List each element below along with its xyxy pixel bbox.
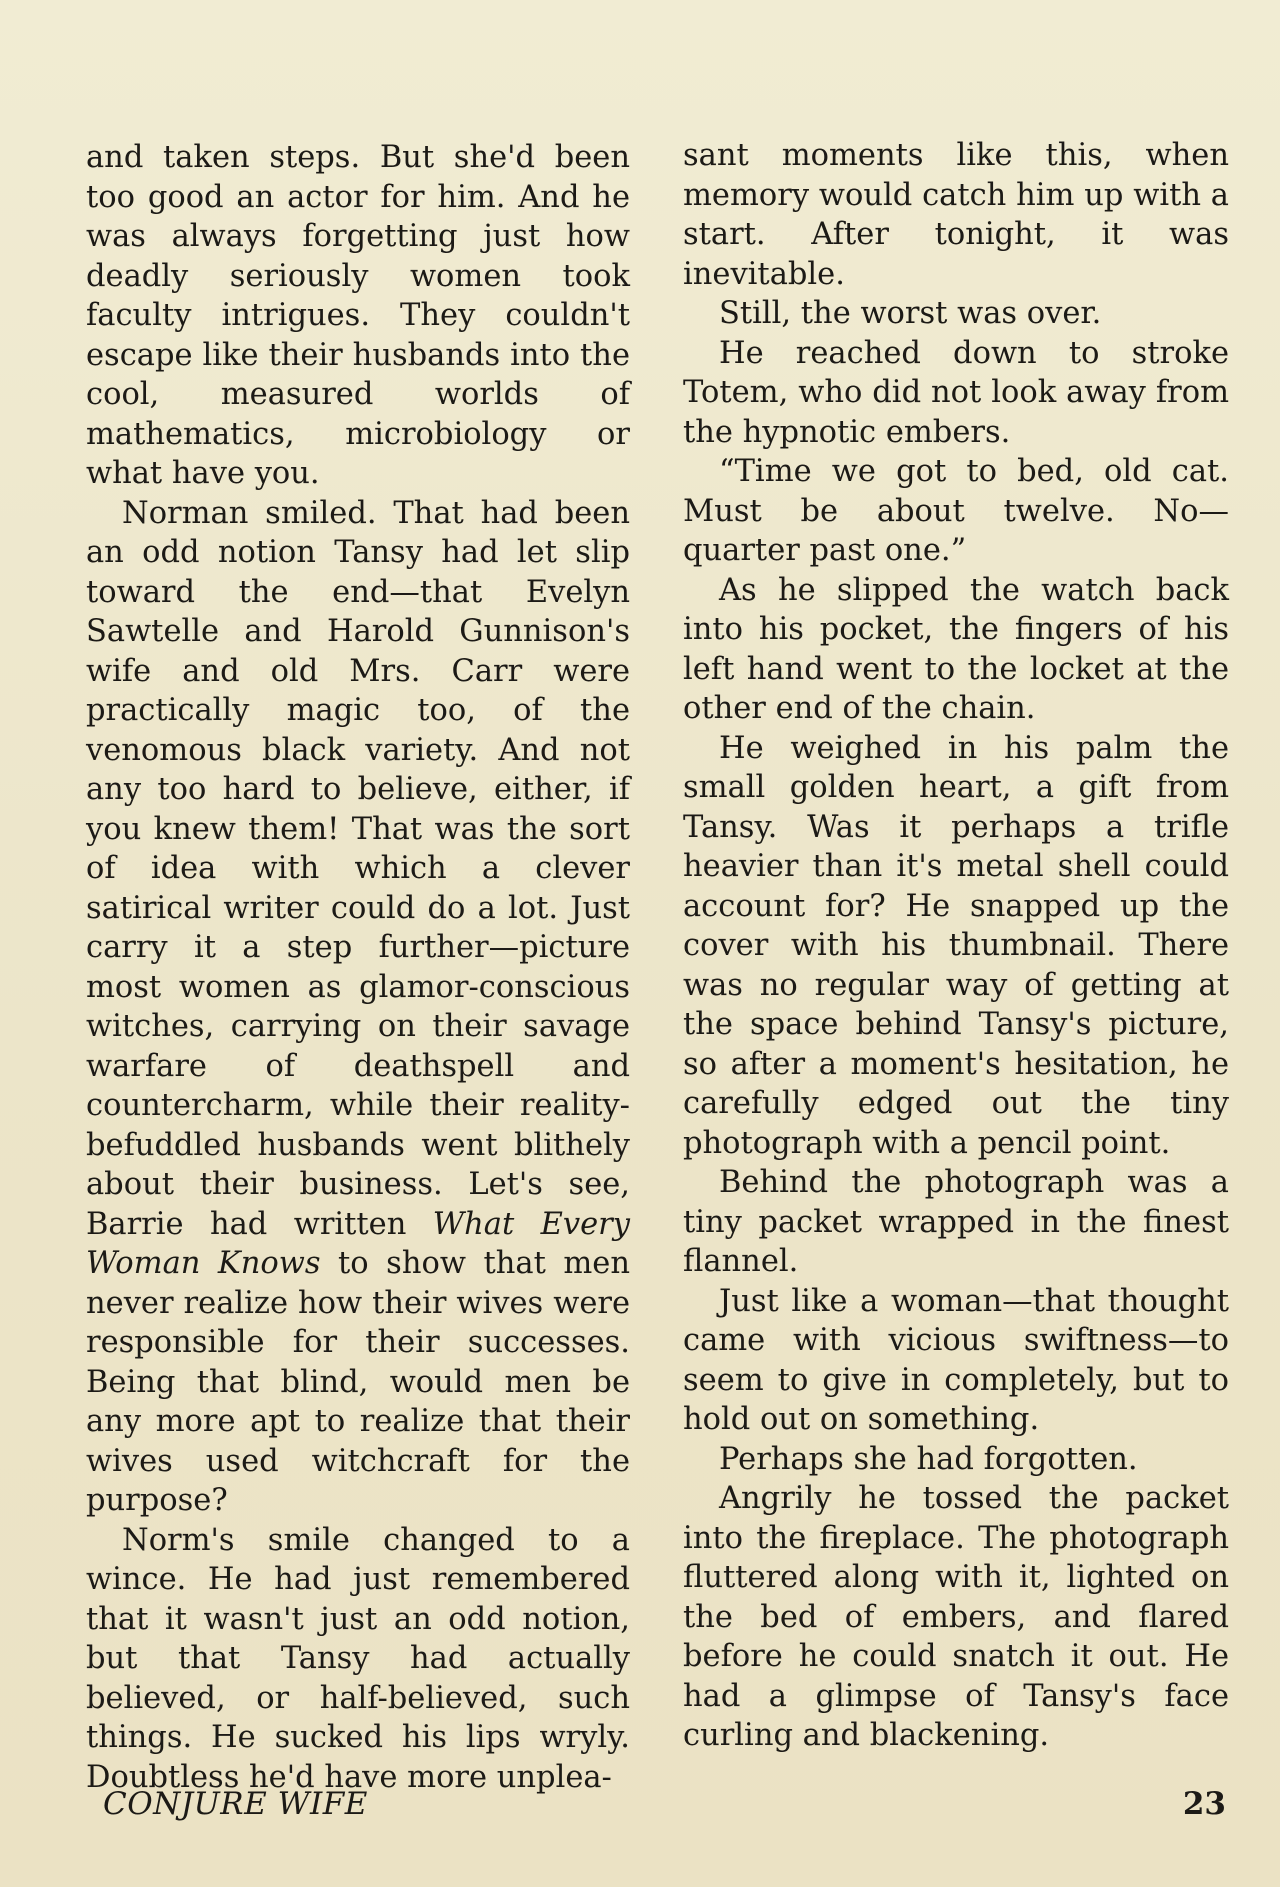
paragraph: He weighed in his palm the small golden heart, a gift from Tansy. Was it perhaps a trifle heavier than it's metal shell could account for? He snapped up the cover with his thumbnail. There was no regular way of getting at the space behind Tansy's picture, so after a moment's hesitation, he carefully edged out the tiny photograph with a pencil point.: [683, 730, 1229, 1161]
paragraph: Norm's smile changed to a wince. He had just remembered that it wasn't just an odd notion, but that Tansy had actually believed, or half-believed, such things. He sucked his lips wryly. Doubtless he'd have more unplea-: [86, 1522, 630, 1795]
paragraph: “Time we got to bed, old cat. Must be about twelve. No—quarter past one.”: [683, 454, 1229, 568]
paragraph: and taken steps. But she'd been too good an actor for him. And he was always forgetting just how deadly seriously women took faculty intrigues. They couldn't escape like their husbands into the cool, measured worlds of mathematics, microbiology or what have you.: [86, 140, 630, 491]
paragraph: sant moments like this, when memory would catch him up with a start. After tonight, it was inevitable.: [683, 138, 1229, 292]
page-number: 23: [1182, 1786, 1226, 1822]
paragraph: [86, 494, 630, 1521]
book-title-italic: What Every Woman Knows: [86, 1206, 630, 1281]
paragraph: Still, the worst was over.: [719, 296, 1102, 331]
paragraph: Behind the photograph was a tiny packet wrapped in the finest flannel.: [683, 1165, 1229, 1279]
paragraph: Angrily he tossed the packet into the fireplace. The photograph fluttered along with it, lighted on the bed of embers, and flared before he could snatch it out. He had a glimpse of Tansy's face curling and blackening.: [683, 1481, 1229, 1753]
paragraph: He reached down to stroke Totem, who did not look away from the hypnotic embers.: [683, 335, 1229, 450]
paragraph: Perhaps she had forgotten.: [719, 1441, 1138, 1477]
left-text-column: [86, 138, 630, 1797]
paragraph-text: to show that men never realize how their wives were responsible for their successes. Being that blind, would men be any more apt to realize that their wives used witchcraft for the purpose?: [86, 1246, 630, 1518]
paragraph: As he slipped the watch back into his pocket, the fingers of his left hand went to the locket at the other end of the chain.: [683, 572, 1229, 726]
paragraph: Just like a woman—that thought came with vicious swiftness—to seem to give in completely, but to hold out on something.: [683, 1283, 1229, 1437]
right-text-column: [683, 136, 1229, 1756]
page-footer: [0, 1786, 1280, 1830]
paragraph-text: Norman smiled. That had been an odd notion Tansy had let slip toward the end—that Evelyn Sawtelle and Harold Gunnison's wife and old Mrs. Carr were practically magic too, of the venomous black variety. And not any too hard to believe, either, if you knew them! That was the sort of idea with which a clever satirical writer could do a lot. Just carry it a step further—picture most women as glamor-conscious witches, carrying on their savage warfare of deathspell and countercharm, while their reality-befuddled husbands went blithely about their business. Let's see, Barrie had written: [86, 495, 630, 1242]
running-title: CONJURE WIFE: [103, 1786, 368, 1822]
